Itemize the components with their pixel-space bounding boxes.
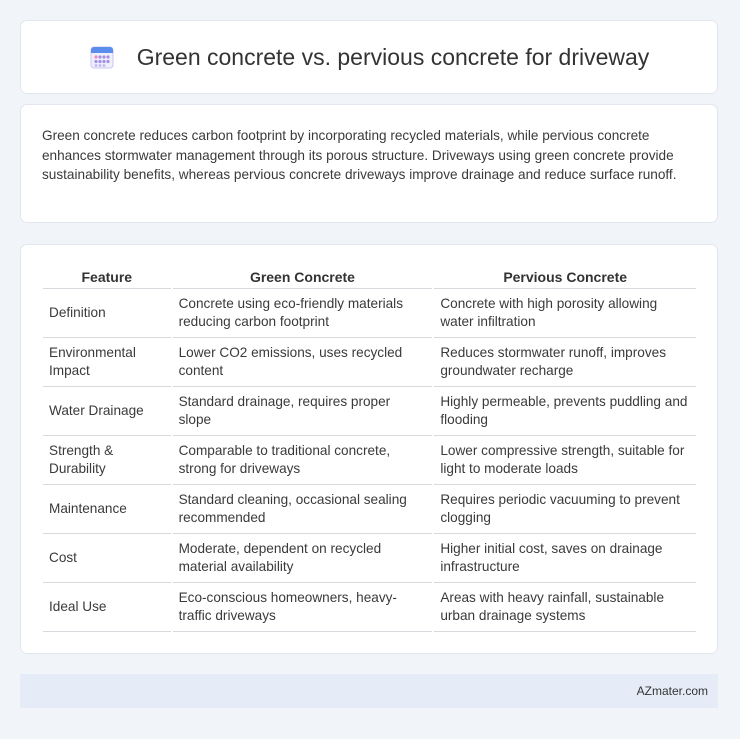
table-row <box>43 583 696 632</box>
table-row <box>43 534 696 583</box>
green-cell: Concrete using eco-friendly materials reducing carbon footprint <box>173 289 433 338</box>
calendar-icon <box>89 44 115 70</box>
table-row <box>43 387 696 436</box>
feature-cell: Cost <box>43 534 171 583</box>
intro-card <box>20 104 718 223</box>
green-cell: Lower CO2 emissions, uses recycled content <box>173 338 433 387</box>
table-row <box>43 485 696 534</box>
feature-cell: Water Drainage <box>43 387 171 436</box>
intro-paragraph: Green concrete reduces carbon footprint by incorporating recycled materials, while pervious concrete enhances stormwater management through its porous structure. Driveways using green concrete provide sustainability benefits, whereas pervious concrete driveways improve drainage and reduce surface runoff. <box>42 128 677 182</box>
comparison-table <box>41 265 698 632</box>
comparison-table-card <box>20 244 718 654</box>
footer-bar <box>20 674 718 708</box>
header-feature: Feature <box>43 265 171 289</box>
green-cell: Standard cleaning, occasional sealing recommended <box>173 485 433 534</box>
pervious-cell: Higher initial cost, saves on drainage infrastructure <box>434 534 696 583</box>
table-header-row <box>43 265 696 289</box>
page-title: Green concrete vs. pervious concrete for driveway <box>136 43 650 70</box>
pervious-cell: Requires periodic vacuuming to prevent clogging <box>434 485 696 534</box>
pervious-cell: Reduces stormwater runoff, improves groundwater recharge <box>434 338 696 387</box>
pervious-cell: Concrete with high porosity allowing water infiltration <box>434 289 696 338</box>
green-cell: Standard drainage, requires proper slope <box>173 387 433 436</box>
feature-cell: Strength & Durability <box>43 436 171 485</box>
green-cell: Comparable to traditional concrete, strong for driveways <box>173 436 433 485</box>
feature-cell: Maintenance <box>43 485 171 534</box>
green-cell: Eco-conscious homeowners, heavy-traffic driveways <box>173 583 433 632</box>
header-pervious-concrete: Pervious Concrete <box>434 265 696 289</box>
pervious-cell: Lower compressive strength, suitable for light to moderate loads <box>434 436 696 485</box>
footer-brand: AZmater.com <box>636 684 708 698</box>
feature-cell: Environmental Impact <box>43 338 171 387</box>
header-green-concrete: Green Concrete <box>173 265 433 289</box>
feature-cell: Ideal Use <box>43 583 171 632</box>
table-row <box>43 289 696 338</box>
table-row <box>43 338 696 387</box>
pervious-cell: Highly permeable, prevents puddling and flooding <box>434 387 696 436</box>
title-card <box>20 20 718 94</box>
pervious-cell: Areas with heavy rainfall, sustainable urban drainage systems <box>434 583 696 632</box>
feature-cell: Definition <box>43 289 171 338</box>
green-cell: Moderate, dependent on recycled material availability <box>173 534 433 583</box>
table-row <box>43 436 696 485</box>
